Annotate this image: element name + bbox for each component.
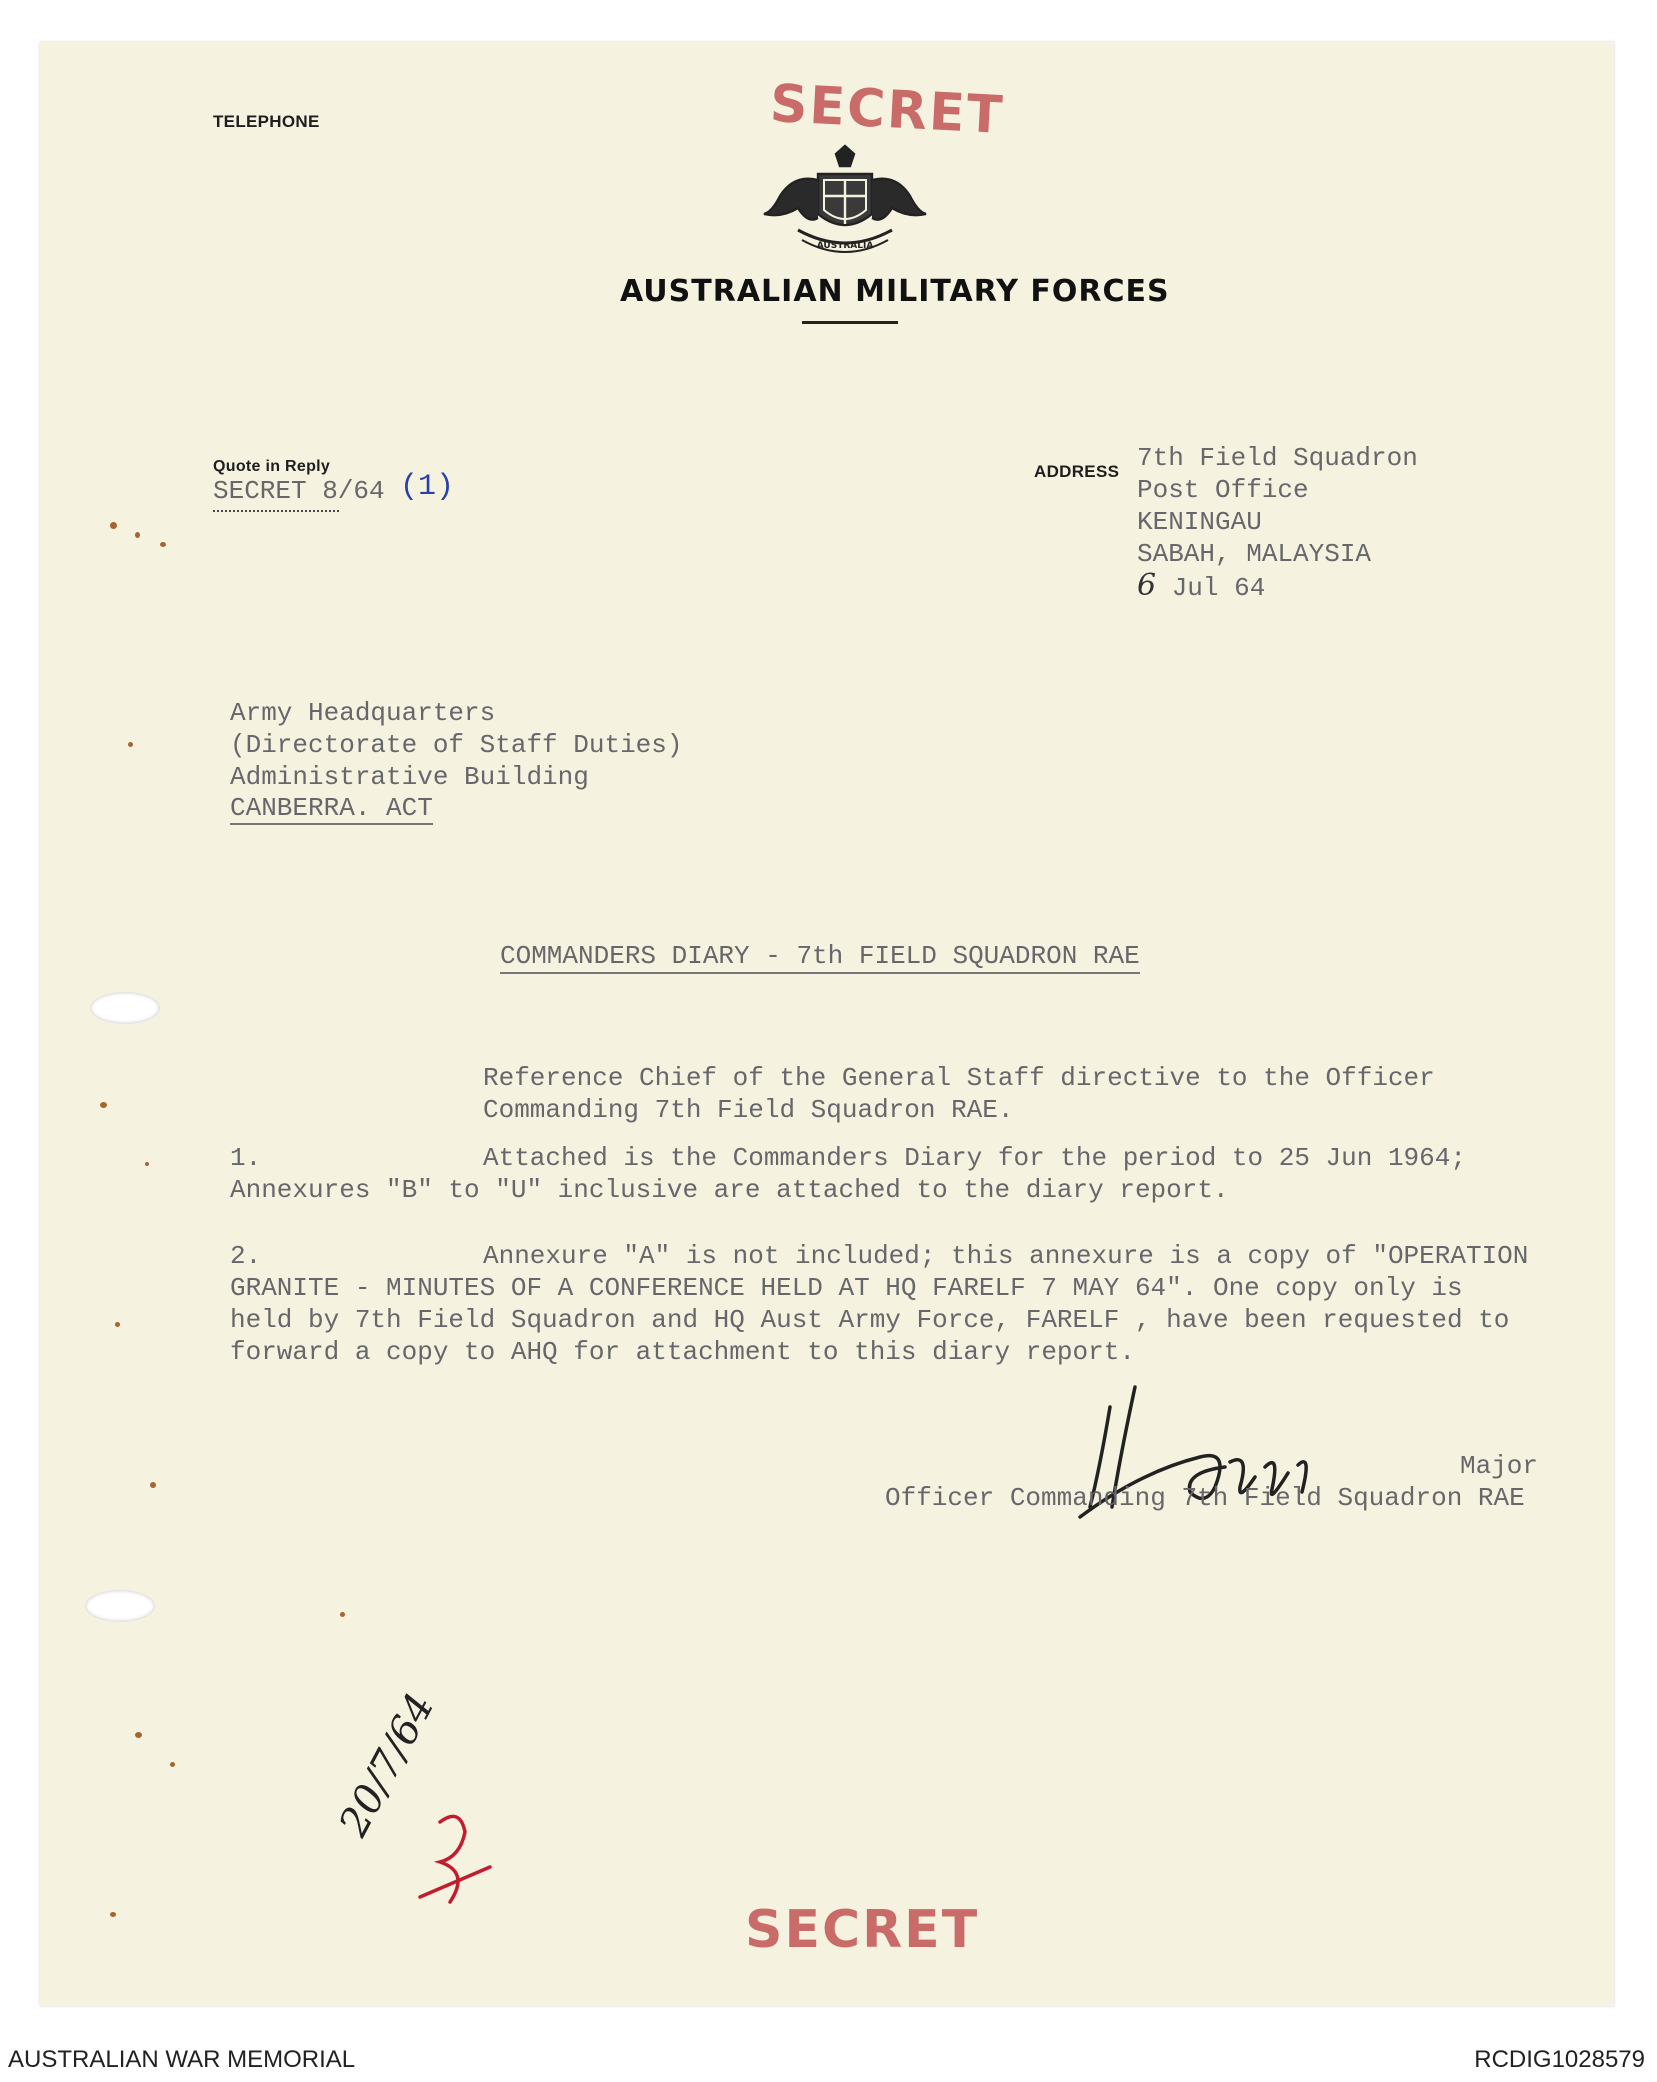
recipient-city: CANBERRA. ACT [230,793,433,823]
telephone-label: TELEPHONE [213,112,320,131]
org-title: AUSTRALIAN MILITARY FORCES [620,274,1170,309]
recipient-line: Administrative Building [230,762,589,792]
handwritten-day: 6 [1137,568,1157,603]
address-line: Post Office [1137,475,1309,505]
quote-in-reply-label: Quote in Reply [213,458,331,475]
para1-number: 1. [230,1143,262,1173]
intro-line: Commanding 7th Field Squadron RAE. [483,1095,1014,1125]
address-block [1137,442,1418,607]
secret-stamp-top: SECRET [768,73,1006,147]
recipient-line: (Directorate of Staff Duties) [230,730,683,760]
reference-number: SECRET 8/64 [213,476,385,506]
red-tick-mark-icon [410,1802,500,1912]
handwritten-reference-suffix: (1) [400,470,455,504]
reference-field [213,476,385,512]
address-date: Jul 64 [1156,573,1266,603]
signatory-position: Officer Commanding 7th Field Squadron RAE [885,1483,1525,1513]
footer-record-id: RCDIG1028579 [1474,2046,1645,2073]
para2-line: GRANITE - MINUTES OF A CONFERENCE HELD AT HQ FARELF 7 MAY 64". One copy only is [230,1273,1463,1303]
para2-line: Annexure "A" is not included; this annexure is a copy of "OPERATION [483,1241,1529,1271]
footer-source: AUSTRALIAN WAR MEMORIAL [8,2046,356,2073]
secret-stamp-bottom: SECRET [745,1900,980,1960]
title-rule [802,321,898,324]
intro-paragraph [483,1062,1435,1126]
recipient-block [230,697,682,825]
letter-page [40,42,1614,2006]
address-line: 7th Field Squadron [1137,443,1418,473]
punch-hole-top [90,992,160,1024]
coat-of-arms-icon [758,144,932,262]
para2-line: forward a copy to AHQ for attachment to this diary report. [230,1337,1135,1367]
punch-hole-bottom [85,1590,155,1622]
intro-line: Reference Chief of the General Staff directive to the Officer [483,1063,1435,1093]
address-line: SABAH, MALAYSIA [1137,539,1372,569]
signatory-rank: Major [1460,1451,1539,1481]
recipient-line: Army Headquarters [230,698,496,728]
para2-continuation [230,1272,1509,1368]
para1-line: Annexures "B" to "U" inclusive are attached to the diary report. [230,1175,1229,1205]
para2-line: held by 7th Field Squadron and HQ Aust Army Force, FARELF , have been requested to [230,1305,1510,1335]
para2-number: 2. [230,1241,262,1271]
address-line: KENINGAU [1137,507,1262,537]
handwritten-date-annotation: 20/7/64 [330,1686,444,1844]
subject-heading: COMMANDERS DIARY - 7th FIELD SQUADRON RAE [500,940,1140,974]
crest-ribbon-text: AUSTRALIA [816,241,874,251]
para1-line: Attached is the Commanders Diary for the period to 25 Jun 1964; [483,1143,1466,1173]
address-label: ADDRESS [1034,462,1120,481]
